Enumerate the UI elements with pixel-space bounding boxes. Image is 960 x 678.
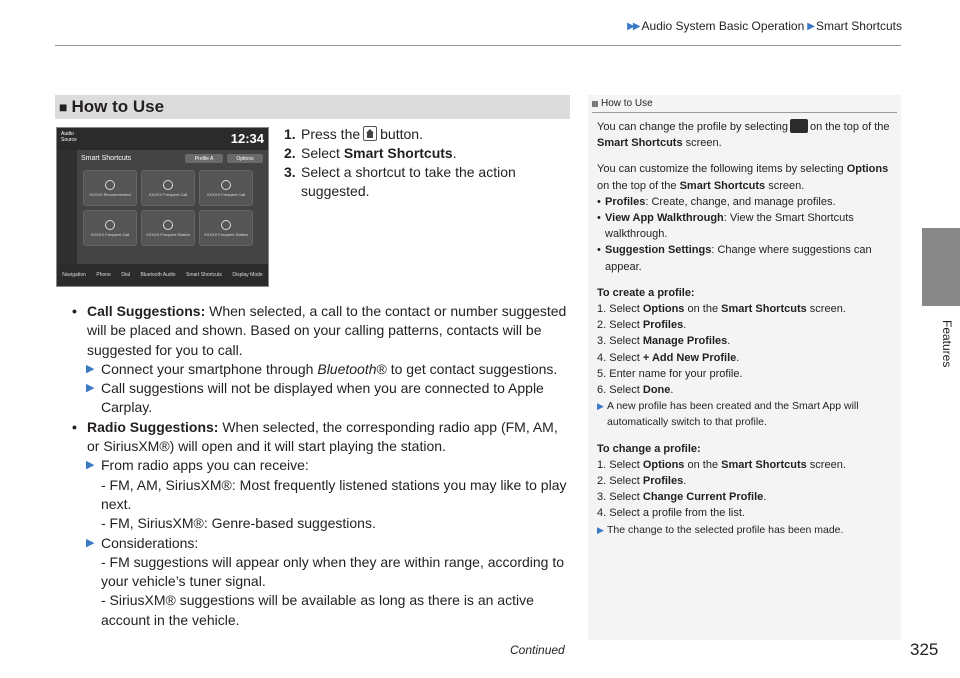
create-step: 6. Select Done.	[597, 384, 674, 397]
chapter-label: Features	[940, 320, 954, 368]
continued-label: Continued	[510, 643, 565, 657]
panel-para-1: You can change the profile by selecting on the top of the Smart Shortcuts screen.	[597, 121, 890, 150]
radio-icon	[221, 220, 231, 230]
heading-text: How to Use	[71, 97, 165, 116]
screen-status-bar	[57, 128, 268, 150]
panel-bullet: • Suggestion Settings: Change where suggestions can appear.	[597, 244, 872, 273]
step-3: 3. Select a shortcut to take the action suggested.	[284, 164, 516, 199]
bottom-item: Display Mode	[232, 272, 263, 278]
bottom-item: Bluetooth Audio	[140, 272, 176, 278]
create-profile-title: To create a profile:	[597, 286, 695, 299]
create-step: 4. Select + Add New Profile.	[597, 351, 740, 364]
screen-bottom-bar	[57, 264, 268, 286]
create-step: 2. Select Profiles.	[597, 319, 687, 332]
arrow-icon: ▶	[86, 382, 95, 395]
change-step: 2. Select Profiles.	[597, 475, 687, 488]
call-suggestions-item: • Call Suggestions: When selected, a call to the contact or number suggested will be placed and shown. Based on your calling patterns, contacts will be suggested for you to call.	[72, 303, 567, 358]
create-step: 3. Select Manage Profiles.	[597, 335, 731, 348]
profile-icon	[790, 119, 808, 133]
radio-line-3: - FM suggestions will appear only when they are within range, according to your vehicle’s tuner signal.	[101, 553, 565, 590]
radio-icon	[163, 220, 173, 230]
screen-side-bar	[57, 150, 77, 265]
panel-para-2: You can customize the following items by selecting Options on the top of the Smart Shortcuts screen.	[597, 163, 889, 192]
panel-rule	[592, 112, 897, 113]
shortcut-card: XXXXX Frequent Call	[83, 210, 137, 246]
profile-chip: Profile A	[185, 154, 223, 163]
how-to-use-heading	[55, 95, 570, 119]
phone-icon	[163, 180, 173, 190]
home-button-icon	[363, 126, 377, 141]
screen-title: Smart Shortcuts	[81, 155, 132, 162]
bottom-item: Phone	[96, 272, 111, 278]
header-page: Smart Shortcuts	[815, 19, 902, 33]
radio-sub-2: ▶ Considerations:	[72, 534, 572, 553]
shortcut-card: XXXXX Frequent Call	[199, 170, 253, 206]
phone-icon	[221, 180, 231, 190]
panel-bullet: • View App Walkthrough: View the Smart Shortcuts walkthrough.	[597, 212, 854, 241]
double-arrow-icon: ▶▶	[627, 20, 639, 32]
change-profile-title: To change a profile:	[597, 442, 701, 455]
square-bullet-icon: ■	[59, 99, 68, 115]
note-box-icon	[592, 101, 598, 107]
panel-heading: How to Use	[592, 98, 653, 109]
step-2: 2. Select Smart Shortcuts.	[284, 145, 457, 161]
panel-bullet: • Profiles: Create, change, and manage profiles.	[597, 195, 836, 208]
options-chip: Options	[227, 154, 263, 163]
audio-source-label: Audio Source	[61, 131, 77, 143]
radio-sub-1: ▶ From radio apps you can receive:	[72, 456, 572, 475]
step-list	[284, 125, 531, 201]
arrow-icon: ▶	[597, 401, 604, 412]
arrow-icon: ▶	[86, 536, 95, 549]
phone-icon	[105, 220, 115, 230]
bottom-item: Navigation	[62, 272, 86, 278]
shortcut-card: XXXXX Frequent Call	[141, 170, 195, 206]
radio-suggestions-item: • Radio Suggestions: When selected, the corresponding radio app (FM, AM, or SiriusXM®) will open and it will start playing the station.	[72, 418, 558, 455]
step-1: 1. Press the button.	[284, 126, 423, 142]
radio-line-2: - FM, SiriusXM®: Genre-based suggestions.	[101, 515, 376, 532]
running-header	[627, 19, 902, 33]
chapter-tab	[922, 228, 960, 306]
arrow-icon: ▶	[86, 362, 95, 375]
bottom-item: Dial	[121, 272, 130, 278]
header-rule	[55, 45, 901, 46]
call-sub-1: ▶ Connect your smartphone through Bluetooth® to get contact suggestions.	[72, 360, 572, 379]
side-note-panel	[588, 95, 901, 640]
arrow-icon: ▶	[597, 524, 604, 535]
radio-line-1: - FM, AM, SiriusXM®: Most frequently listened stations you may like to play next.	[101, 476, 567, 512]
bottom-item: Smart Shortcuts	[186, 272, 222, 278]
arrow-icon: ▶	[807, 20, 813, 32]
change-step: 4. Select a profile from the list.	[597, 507, 745, 520]
shortcut-grid	[83, 170, 253, 246]
main-body	[72, 302, 572, 630]
shortcut-card: XXXXX Frequent Station	[199, 210, 253, 246]
page-number: 325	[910, 640, 939, 659]
call-sub-2: ▶ Call suggestions will not be displayed when you are connected to Apple Carplay.	[72, 379, 572, 418]
create-note: ▶ A new profile has been created and the Smart App will automatically switch to that profile.	[597, 398, 897, 430]
header-section: Audio System Basic Operation	[641, 19, 805, 33]
shortcut-card: XXXXX Recommended	[83, 170, 137, 206]
screen-illustration	[56, 127, 269, 287]
panel-body	[597, 119, 897, 538]
arrow-icon: ▶	[86, 459, 95, 472]
shortcut-card: XXXXX Frequent Station	[141, 210, 195, 246]
create-step: 1. Select Options on the Smart Shortcuts screen.	[597, 303, 846, 316]
change-step: 1. Select Options on the Smart Shortcuts screen.	[597, 458, 846, 471]
change-note: ▶ The change to the selected profile has been made.	[597, 522, 897, 538]
radio-line-4: - SiriusXM® suggestions will be available as long as there is an active account in the vehicle.	[101, 592, 534, 628]
change-step: 3. Select Change Current Profile.	[597, 491, 767, 504]
shortcut-icon	[105, 180, 115, 190]
screen-clock: 12:34	[230, 131, 264, 146]
create-step: 5. Enter name for your profile.	[597, 367, 743, 380]
